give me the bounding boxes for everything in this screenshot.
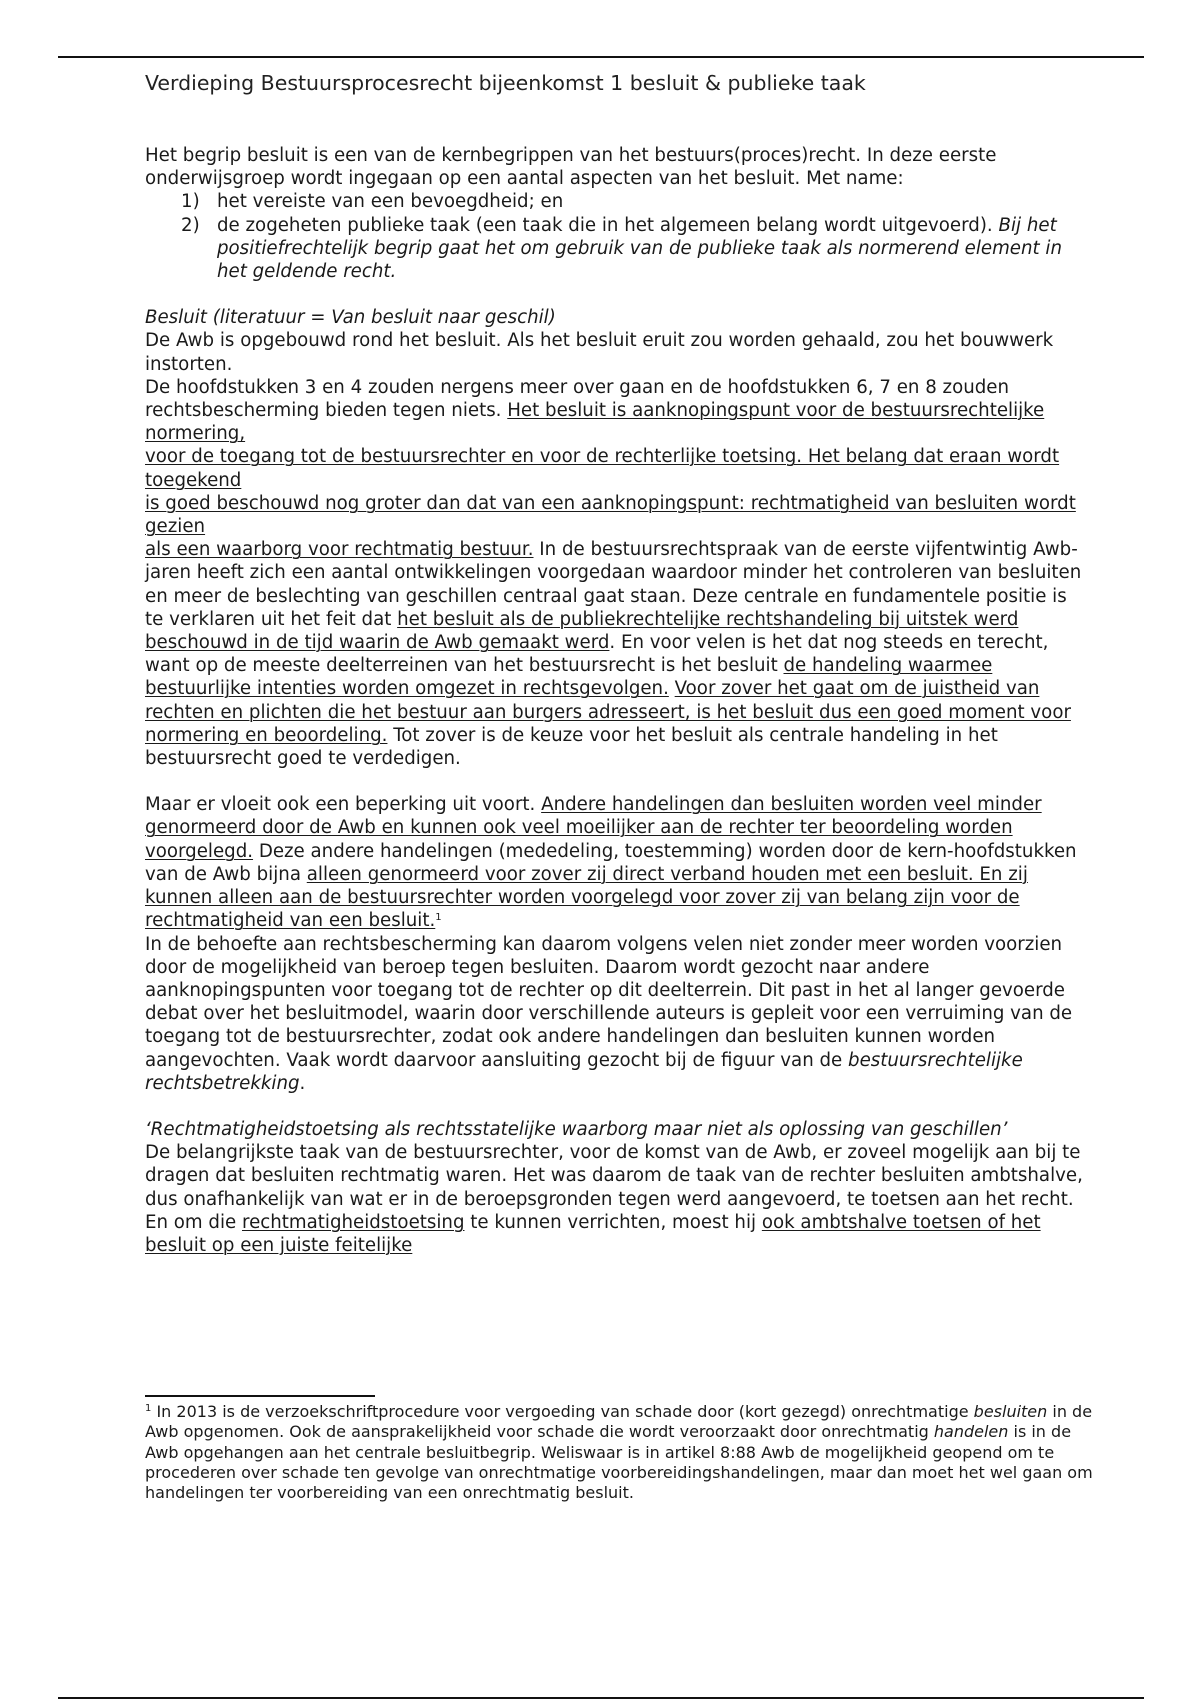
document-body: [145, 144, 1085, 1257]
footnote-text: is in de Awb opgehangen aan het centrale besluitbegrip. Weliswaar is in artikel 8:88 Awb de mogelijkheid geopend om te procederen over schade ten gevolge van onrechtmatige voorbereidingshandelingen, maar dan moet het wel gaan om handelingen ter voorbereiding van een onrechtmatig besluit.: [145, 1422, 1093, 1503]
list-item: [145, 190, 1085, 213]
section1-text: . En voor velen is het dat nog steeds en terecht, want op de meeste deelterreinen van het bestuursrecht is het besluit: [145, 632, 1049, 677]
intro-list: [145, 190, 1085, 283]
footnote-text: in de Awb opgenomen. Ook de aansprakelijkheid voor schade die wordt veroorzaakt door onrechtmatig: [145, 1402, 1093, 1442]
section2-paragraph: [145, 933, 1085, 1095]
underlined-text: het besluit als de publiekrechtelijke rechtshandeling bij uitstek werd beschouwd in de tijd waarin de Awb gemaakt werd: [145, 608, 1019, 654]
list-item-number: 1): [181, 191, 200, 213]
section-heading-besluit: Besluit (literatuur = Van besluit naar geschil): [145, 307, 556, 329]
footnote-text: In 2013 is de verzoekschriftprocedure voor vergoeding van schade door (kort gezegd) onrechtmatige: [151, 1402, 974, 1421]
underlined-text: alleen genormeerd voor zover zij direct verband houden met een besluit. En zij kunnen alleen aan de bestuursrechter worden voorgelegd voor zover zij van belang zijn voor de rechtmatigheid van een besluit.: [145, 863, 1028, 932]
section1-paragraph: [145, 445, 1085, 491]
section1-line: De Awb is opgebouwd rond het besluit. Als het besluit eruit zou worden gehaald, zou het bouwwerk instorten.: [145, 330, 1054, 375]
section2-text: Maar er vloeit ook een beperking uit voort.: [145, 794, 542, 816]
italic-text: bestuursrechtelijke rechtsbetrekking: [145, 1049, 1023, 1094]
section1-paragraph: [145, 399, 1085, 445]
underlined-text: de handeling waarmee bestuurlijke intenties worden omgezet in rechtsgevolgen.: [145, 655, 993, 700]
paragraph-gap: [145, 770, 1085, 793]
footnote-number: 1: [145, 1403, 152, 1414]
section2-text: In de behoefte aan rechtsbescherming kan daarom volgens velen niet zonder meer worden voorzien door de mogelijkheid van beroep tegen besluiten. Daarom wordt gezocht naar andere aanknopingspunten voor toegang tot de rechter op dit deelterrein. Dit past in het al langer gevoerde debat over het besluitmodel, waarin door verschillende auteurs is gepleit voor een verruiming van de toegang tot de bestuursrechter, zodat ook andere handelingen dan besluiten kunnen worden aangevochten. Vaak wordt daarvoor aansluiting gezocht bij de figuur van de: [145, 933, 1073, 1071]
footnote-italic: handelen: [933, 1422, 1009, 1442]
underlined-text: ook ambtshalve toetsen of het besluit op een juiste feitelijke: [145, 1211, 1041, 1256]
section3-text: te kunnen verrichten, moest hij: [464, 1211, 762, 1233]
section1-text: In de bestuursrechtspraak van de eerste vijfentwintig Awb-jaren heeft zich een aantal ontwikkelingen voorgedaan waardoor minder het controleren van besluiten en meer de beslechting van geschillen centraal gaat staan. Deze centrale en fundamentele positie is te verklaren uit het feit dat: [145, 539, 1082, 630]
underlined-text: rechtmatigheidstoetsing: [242, 1211, 465, 1233]
section1-line: De hoofdstukken 3 en 4 zouden nergens meer over gaan en de hoofdstukken 6, 7 en 8 zouden: [145, 376, 1010, 398]
underlined-text: als een waarborg voor rechtmatig bestuur.: [145, 539, 534, 561]
section2-text: Deze andere handelingen (mededeling, toestemming) worden door de kern-hoofdstukken van de Awb bijna: [145, 840, 1077, 885]
footnote-separator: [145, 1395, 375, 1397]
section1-paragraph: [145, 492, 1085, 538]
intro-paragraph: Het begrip besluit is een van de kernbegrippen van het bestuurs(proces)recht. In deze eerste onderwijsgroep wordt ingegaan op een aantal aspecten van het besluit. Met name:: [145, 145, 997, 190]
paragraph-gap: [145, 1095, 1085, 1118]
list-item: [145, 214, 1085, 284]
paragraph-gap: [145, 283, 1085, 306]
section3-text: De belangrijkste taak van de bestuursrechter, voor de komst van de Awb, er zoveel mogelijk aan bij te dragen dat besluiten rechtmatig waren. Het was daarom de taak van de rechter besluiten ambtshalve, dus onafhankelijk van wat er in de beroepsgronden tegen werd aangevoerd, te toetsen aan het recht. En om die: [145, 1142, 1083, 1233]
list-item-number: 2): [181, 214, 200, 236]
page-header: Verdieping Bestuursprocesrecht bijeenkomst 1 besluit & publieke taak: [145, 71, 866, 95]
underlined-text: Andere handelingen dan besluiten worden veel minder genormeerd door de Awb en kunnen ook veel moeilijker aan de rechter ter beoordeling worden voorgelegd.: [145, 794, 1042, 862]
footnote: [145, 1402, 1105, 1503]
section1-text: rechtsbescherming bieden tegen niets.: [145, 400, 508, 422]
footer-rule: [58, 1697, 1144, 1699]
list-item-text: de zogeheten publieke taak (een taak die in het algemeen belang wordt uitgevoerd).: [217, 214, 999, 236]
section3-paragraph: [145, 1141, 1085, 1257]
section1-paragraph: [145, 538, 1085, 770]
underlined-text: voor de toegang tot de bestuursrechter en voor de rechterlijke toetsing. Het belang dat eraan wordt toegekend: [145, 446, 1060, 491]
footnote-italic: besluiten: [973, 1402, 1048, 1421]
underlined-text: Het besluit is aanknopingspunt voor de bestuursrechtelijke normering,: [145, 400, 1045, 445]
section1-text: Tot zover is de keuze voor het besluit als centrale handeling in het bestuursrecht goed te verdedigen.: [145, 724, 998, 770]
footnote-reference[interactable]: 1: [435, 912, 442, 924]
header-rule: [58, 56, 1144, 58]
section2-text: .: [299, 1072, 306, 1094]
section2-paragraph: [145, 793, 1085, 932]
section-heading-rechtmatigheid: ‘Rechtmatigheidstoetsing als rechtsstatelijke waarborg maar niet als oplossing van geschillen’: [145, 1118, 1008, 1140]
list-item-text: het vereiste van een bevoegdheid; en: [217, 191, 564, 213]
list-item-italic-text: Bij het positiefrechtelijk begrip gaat het om gebruik van de publieke taak als normerend element in het geldende recht.: [217, 214, 1063, 283]
underlined-text: is goed beschouwd nog groter dan dat van een aanknopingspunt: rechtmatigheid van besluiten wordt gezien: [145, 492, 1076, 538]
underlined-text: Voor zover het gaat om de juistheid van rechten en plichten die het bestuur aan burgers adresseert, is het besluit dus een goed moment voor normering en beoordeling.: [145, 678, 1071, 746]
